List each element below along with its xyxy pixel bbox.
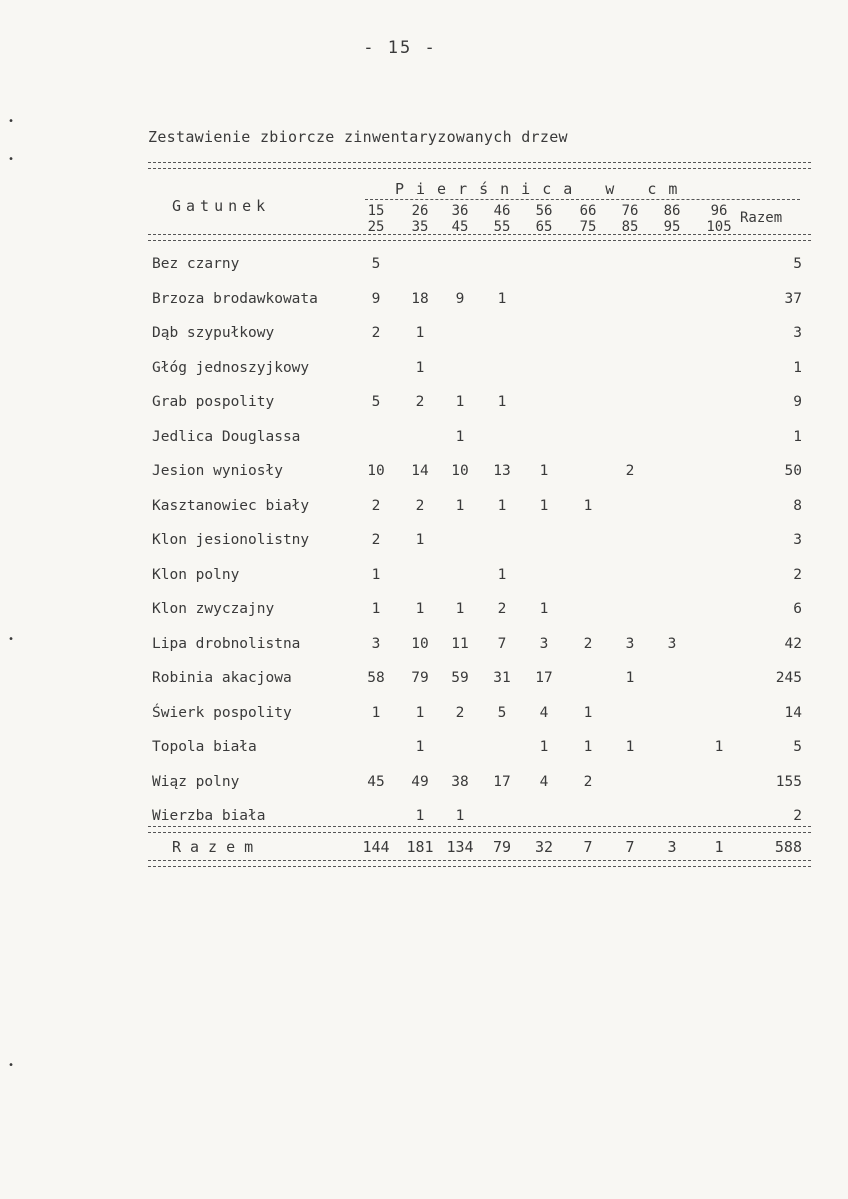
species-name: Wierzba biała (152, 808, 266, 824)
count-cell: 1 (539, 601, 549, 617)
grand-total: 588 (774, 838, 802, 856)
summary-count-cell: 3 (667, 838, 677, 856)
row-total: 1 (793, 428, 802, 445)
count-cell: 38 (451, 773, 469, 790)
species-column-header: Gatunek (172, 197, 271, 215)
count-cell: 1 (455, 428, 465, 445)
species-name: Jesion wyniosły (152, 463, 283, 479)
row-total: 3 (793, 532, 802, 548)
count-cell: 5 (497, 704, 507, 721)
diameter-range-header (697, 203, 741, 235)
count-cell: 4 (539, 773, 549, 790)
row-total: 14 (784, 704, 802, 721)
table-row (152, 256, 812, 280)
count-cell: 1 (415, 532, 425, 548)
count-cell: 1 (455, 394, 465, 410)
count-cell: 1 (415, 739, 425, 755)
species-name: Klon polny (152, 566, 240, 583)
table-row (152, 532, 812, 556)
range-upper-bound: 25 (367, 219, 385, 235)
double-rule-summary-top (148, 826, 811, 833)
count-cell: 1 (539, 739, 549, 755)
diameter-range-header (354, 203, 398, 235)
count-cell: 3 (625, 635, 635, 652)
table-row (152, 567, 812, 591)
count-cell: 1 (497, 566, 507, 583)
range-upper-bound: 75 (579, 219, 597, 235)
count-cell: 7 (497, 635, 507, 652)
species-name: Kasztanowiec biały (152, 497, 310, 514)
count-cell: 18 (411, 290, 429, 307)
table-row (152, 394, 812, 418)
diameter-group-header: Pierśnica w cm (365, 180, 800, 200)
species-name: Klon zwyczajny (152, 601, 275, 617)
range-upper-bound: 65 (535, 219, 553, 235)
count-cell: 1 (371, 601, 381, 617)
summary-count-cell: 7 (583, 838, 593, 856)
row-total: 9 (793, 394, 802, 410)
row-total: 6 (793, 601, 802, 617)
species-name: Jedlica Douglassa (152, 428, 301, 445)
count-cell: 45 (367, 773, 385, 790)
summary-count-cell: 32 (534, 838, 554, 856)
page-number: - 15 - (363, 38, 437, 58)
count-cell: 1 (455, 601, 465, 617)
count-cell: 2 (371, 325, 381, 341)
species-name: Topola biała (152, 739, 257, 755)
count-cell: 58 (367, 670, 385, 686)
range-lower-bound: 15 (367, 203, 385, 219)
species-name: Lipa drobnolistna (152, 635, 301, 652)
count-cell: 13 (493, 463, 511, 479)
count-cell: 11 (451, 635, 469, 652)
count-cell: 2 (415, 394, 425, 410)
count-cell: 2 (455, 704, 465, 721)
diameter-range-header (438, 203, 482, 235)
count-cell: 1 (455, 808, 465, 824)
range-upper-bound: 95 (663, 219, 681, 235)
count-cell: 1 (415, 704, 425, 721)
count-cell: 1 (714, 739, 724, 755)
count-cell: 1 (625, 670, 635, 686)
count-cell: 2 (583, 635, 593, 652)
double-rule-header (148, 234, 811, 241)
count-cell: 2 (371, 497, 381, 514)
count-cell: 17 (535, 670, 553, 686)
species-name: Grab pospolity (152, 394, 275, 410)
count-cell: 4 (539, 704, 549, 721)
table-row (152, 360, 812, 384)
summary-count-cell: 79 (492, 838, 512, 856)
count-cell: 2 (583, 773, 593, 790)
count-cell: 1 (497, 290, 507, 307)
count-cell: 1 (455, 497, 465, 514)
table-row (152, 739, 812, 763)
double-rule-bottom (148, 860, 811, 867)
range-upper-bound: 85 (621, 219, 639, 235)
range-upper-bound: 105 (706, 219, 732, 235)
count-cell: 1 (415, 808, 425, 824)
table-row (152, 498, 812, 522)
margin-mark: • (8, 1060, 15, 1071)
table-row (152, 705, 812, 729)
count-cell: 2 (497, 601, 507, 617)
row-total: 3 (793, 325, 802, 341)
diameter-range-header (608, 203, 652, 235)
summary-count-cell: 1 (714, 838, 724, 856)
count-cell: 1 (625, 739, 635, 755)
summary-count-cell: 181 (406, 838, 434, 856)
table-row (152, 291, 812, 315)
range-lower-bound: 96 (710, 203, 728, 219)
range-lower-bound: 26 (411, 203, 429, 219)
row-total: 2 (793, 566, 802, 583)
count-cell: 2 (371, 532, 381, 548)
double-rule-top (148, 162, 811, 169)
range-upper-bound: 45 (451, 219, 469, 235)
diameter-range-header (650, 203, 694, 235)
species-name: Klon jesionolistny (152, 532, 310, 548)
margin-mark: • (8, 154, 15, 165)
range-lower-bound: 66 (579, 203, 597, 219)
table-row (152, 463, 812, 487)
count-cell: 2 (625, 463, 635, 479)
count-cell: 17 (493, 773, 511, 790)
count-cell: 14 (411, 463, 429, 479)
count-cell: 1 (371, 566, 381, 583)
count-cell: 1 (415, 325, 425, 341)
count-cell: 1 (415, 359, 425, 376)
species-name: Świerk pospolity (152, 704, 292, 721)
row-total: 5 (793, 739, 802, 755)
count-cell: 9 (455, 290, 465, 307)
count-cell: 2 (415, 497, 425, 514)
range-lower-bound: 56 (535, 203, 553, 219)
count-cell: 3 (539, 635, 549, 652)
range-lower-bound: 36 (451, 203, 469, 219)
table-row (152, 325, 812, 349)
diameter-range-header (566, 203, 610, 235)
summary-count-cell: 144 (362, 838, 390, 856)
count-cell: 1 (539, 497, 549, 514)
species-name: Wiąz polny (152, 773, 240, 790)
count-cell: 5 (371, 394, 381, 410)
range-upper-bound: 55 (493, 219, 511, 235)
row-total: 5 (793, 256, 802, 272)
table-row (152, 601, 812, 625)
summary-count-cell: 134 (446, 838, 474, 856)
diameter-range-header (522, 203, 566, 235)
table-row (152, 636, 812, 660)
count-cell: 1 (583, 704, 593, 721)
table-row (152, 429, 812, 453)
margin-mark: • (8, 116, 15, 127)
range-lower-bound: 86 (663, 203, 681, 219)
page-title: Zestawienie zbiorcze zinwentaryzowanych drzew (148, 128, 568, 146)
count-cell: 1 (583, 497, 593, 514)
table-row (152, 670, 812, 694)
row-total: 50 (784, 463, 802, 479)
total-column-header: Razem (740, 210, 783, 226)
count-cell: 9 (371, 290, 381, 307)
row-total: 155 (775, 773, 802, 790)
summary-label: Razem (172, 838, 263, 856)
range-upper-bound: 35 (411, 219, 429, 235)
diameter-range-header (398, 203, 442, 235)
count-cell: 1 (371, 704, 381, 721)
count-cell: 5 (371, 256, 381, 272)
species-name: Robinia akacjowa (152, 670, 292, 686)
count-cell: 3 (667, 635, 677, 652)
row-total: 2 (793, 808, 802, 824)
margin-mark: • (8, 634, 15, 645)
count-cell: 1 (497, 497, 507, 514)
count-cell: 59 (451, 670, 469, 686)
count-cell: 10 (451, 463, 469, 479)
species-name: Dąb szypułkowy (152, 325, 275, 341)
row-total: 245 (775, 670, 802, 686)
count-cell: 49 (411, 773, 429, 790)
row-total: 37 (784, 290, 802, 307)
count-cell: 79 (411, 670, 429, 686)
species-name: Bez czarny (152, 256, 240, 272)
row-total: 42 (784, 635, 802, 652)
row-total: 1 (793, 359, 802, 376)
table-row (152, 774, 812, 798)
species-name: Głóg jednoszyjkowy (152, 359, 310, 376)
row-total: 8 (793, 497, 802, 514)
range-lower-bound: 46 (493, 203, 511, 219)
count-cell: 10 (411, 635, 429, 652)
count-cell: 1 (497, 394, 507, 410)
count-cell: 1 (583, 739, 593, 755)
summary-count-cell: 7 (625, 838, 635, 856)
count-cell: 1 (415, 601, 425, 617)
count-cell: 31 (493, 670, 511, 686)
species-name: Brzoza brodawkowata (152, 290, 318, 307)
count-cell: 3 (371, 635, 381, 652)
range-lower-bound: 76 (621, 203, 639, 219)
count-cell: 10 (367, 463, 385, 479)
count-cell: 1 (539, 463, 549, 479)
diameter-range-header (480, 203, 524, 235)
